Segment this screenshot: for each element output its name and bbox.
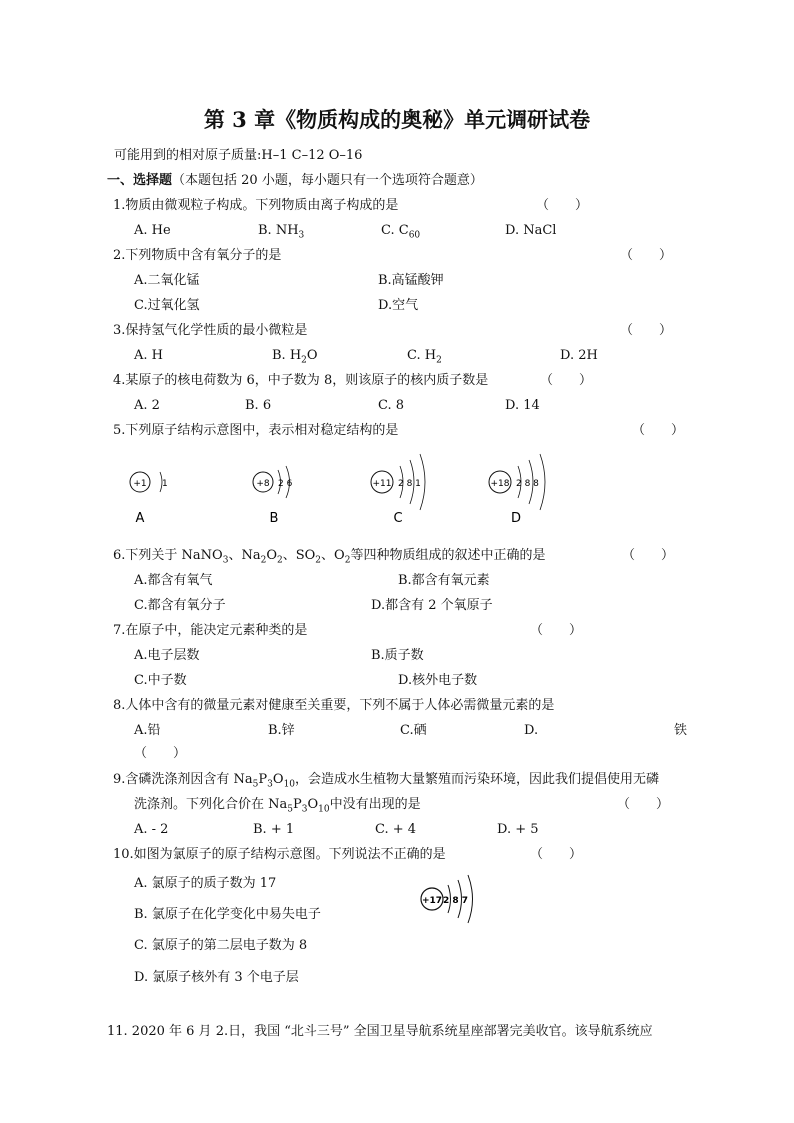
q9-stem-line2: 洗涤剂。下列化合价在 $Na_5P_3O_{10}$中没有出现的是: [134, 797, 421, 815]
q10-option-a: A. 氯原子的质子数为 17: [134, 876, 277, 891]
q9-stem-line1: 9.含磷洗涤剂因含有 $Na_5P_3O_{10}$，会造成水生植物大量繁殖而污染环境，因此我们提倡使用无磷: [113, 772, 660, 790]
svg-text:+17: +17: [421, 896, 443, 906]
q3-option-b: B. $H_2O$: [272, 348, 318, 366]
q4-option-b: B. 6: [245, 398, 272, 413]
q8-option-d-text: 铁: [674, 723, 688, 738]
q6-option-b: B.都含有氧元素: [398, 573, 490, 588]
q1-option-a: A. He: [134, 223, 171, 238]
q7-option-b: B.质子数: [371, 648, 424, 663]
q9-option-d: D. + 5: [497, 822, 539, 837]
q6-answer-blank: （ ）: [622, 548, 675, 563]
svg-text:1: 1: [162, 479, 168, 489]
q8-option-d: D.: [524, 723, 539, 738]
q4-stem: 4.某原子的核电荷数为 6，中子数为 8，则该原子的核内质子数是: [113, 373, 489, 388]
q5-stem: 5.下列原子结构示意图中，表示相对稳定结构的是: [113, 423, 399, 438]
q7-option-a: A.电子层数: [134, 648, 200, 663]
q9-option-a: A. - 2: [134, 822, 169, 837]
atomic-mass-info: 可能用到的相对原子质量:H–1 C–12 O–16: [114, 148, 363, 163]
q9-answer-blank: （ ）: [617, 797, 670, 812]
q6-stem: 6.下列关于 NaNO$_3$、$Na_2O_2$、$SO_2$、$O_2$等四种物质组成的叙述中正确的是: [113, 548, 546, 566]
q4-option-a: A. 2: [134, 398, 160, 413]
q7-stem: 7.在原子中，能决定元素种类的是: [113, 623, 308, 638]
q7-option-c: C.中子数: [134, 673, 187, 688]
q2-stem: 2.下列物质中含有氧分子的是: [113, 248, 282, 263]
atom-diagram-a: [130, 472, 168, 526]
q6-option-c: C.都含有氧分子: [134, 598, 226, 613]
q8-answer-blank: （ ）: [134, 746, 187, 761]
q5-answer-blank: （ ）: [632, 423, 685, 438]
q1-stem: 1.物质由微观粒子构成。下列物质由离子构成的是: [113, 198, 399, 213]
svg-text:2 8 7: 2 8 7: [443, 896, 469, 906]
svg-text:2 8 8: 2 8 8: [516, 479, 539, 489]
svg-text:D: D: [510, 511, 522, 526]
section-note: （本题包括 20 小题，每小题只有一个选项符合题意）: [172, 173, 483, 188]
q8-stem: 8.人体中含有的微量元素对健康至关重要，下列不属于人体必需微量元素的是: [113, 698, 555, 713]
q8-option-b: B.锌: [268, 723, 295, 738]
q6-option-d: D.都含有 2 个氧原子: [371, 598, 493, 613]
svg-text:+1: +1: [133, 479, 147, 489]
q2-answer-blank: （ ）: [620, 248, 673, 263]
q3-option-d: D. 2H: [560, 348, 598, 363]
svg-text:2 6: 2 6: [278, 479, 293, 489]
svg-text:C: C: [393, 511, 403, 526]
q10-option-d: D. 氯原子核外有 3 个电子层: [134, 970, 299, 985]
atom-diagram-d: [489, 454, 545, 526]
q10-option-c: C. 氯原子的第二层电子数为 8: [134, 938, 308, 953]
svg-text:2 8 1: 2 8 1: [398, 479, 421, 489]
svg-text:+8: +8: [256, 479, 270, 489]
svg-text:B: B: [269, 511, 279, 526]
q3-option-c: C. $H_2$: [407, 348, 442, 366]
q7-answer-blank: （ ）: [530, 623, 583, 638]
q6-option-a: A.都含有氧气: [134, 573, 213, 588]
q10-answer-blank: （ ）: [530, 847, 583, 862]
q4-answer-blank: （ ）: [540, 373, 593, 388]
q10-stem: 10.如图为氯原子的原子结构示意图。下列说法不正确的是: [113, 847, 446, 862]
q7-option-d: D.核外电子数: [398, 673, 478, 688]
q10-option-b: B. 氯原子在化学变化中易失电子: [134, 907, 321, 922]
q2-option-b: B.高锰酸钾: [378, 273, 444, 288]
q8-option-a: A.铅: [134, 723, 161, 738]
q1-option-d: D. NaCl: [505, 223, 557, 238]
q9-option-c: C. + 4: [375, 822, 417, 837]
q5-atom-diagrams: [120, 448, 560, 538]
svg-text:+11: +11: [372, 479, 392, 489]
q10-chlorine-atom-diagram: [418, 872, 482, 926]
q11-stem: 11. 2020 年 6 月 2.日，我国 “北斗三号” 全国卫星导航系统星座部署完美收官。该导航系统应: [107, 1024, 653, 1039]
q4-option-d: D. 14: [505, 398, 540, 413]
q3-answer-blank: （ ）: [620, 323, 673, 338]
q2-option-c: C.过氧化氢: [134, 298, 200, 313]
q4-option-c: C. 8: [378, 398, 405, 413]
q1-option-b: B. $NH_3$: [258, 223, 305, 241]
q8-option-c: C.硒: [400, 723, 427, 738]
q9-option-b: B. + 1: [253, 822, 295, 837]
q1-option-c: C. $C_{60}$: [381, 223, 421, 241]
q3-stem: 3.保持氢气化学性质的最小微粒是: [113, 323, 308, 338]
svg-text:A: A: [135, 511, 145, 526]
atom-diagram-c: [371, 454, 425, 526]
svg-text:+18: +18: [490, 479, 510, 489]
q3-option-a: A. H: [134, 348, 163, 363]
section-header: [107, 173, 483, 189]
section-label: 一、选择题: [107, 173, 173, 188]
page-title: 第 3 章《物质构成的奥秘》单元调研试卷: [203, 107, 591, 132]
q2-option-a: A.二氧化锰: [134, 273, 200, 288]
q1-answer-blank: （ ）: [536, 198, 589, 213]
atom-diagram-b: [253, 466, 293, 526]
q2-option-d: D.空气: [378, 298, 419, 313]
